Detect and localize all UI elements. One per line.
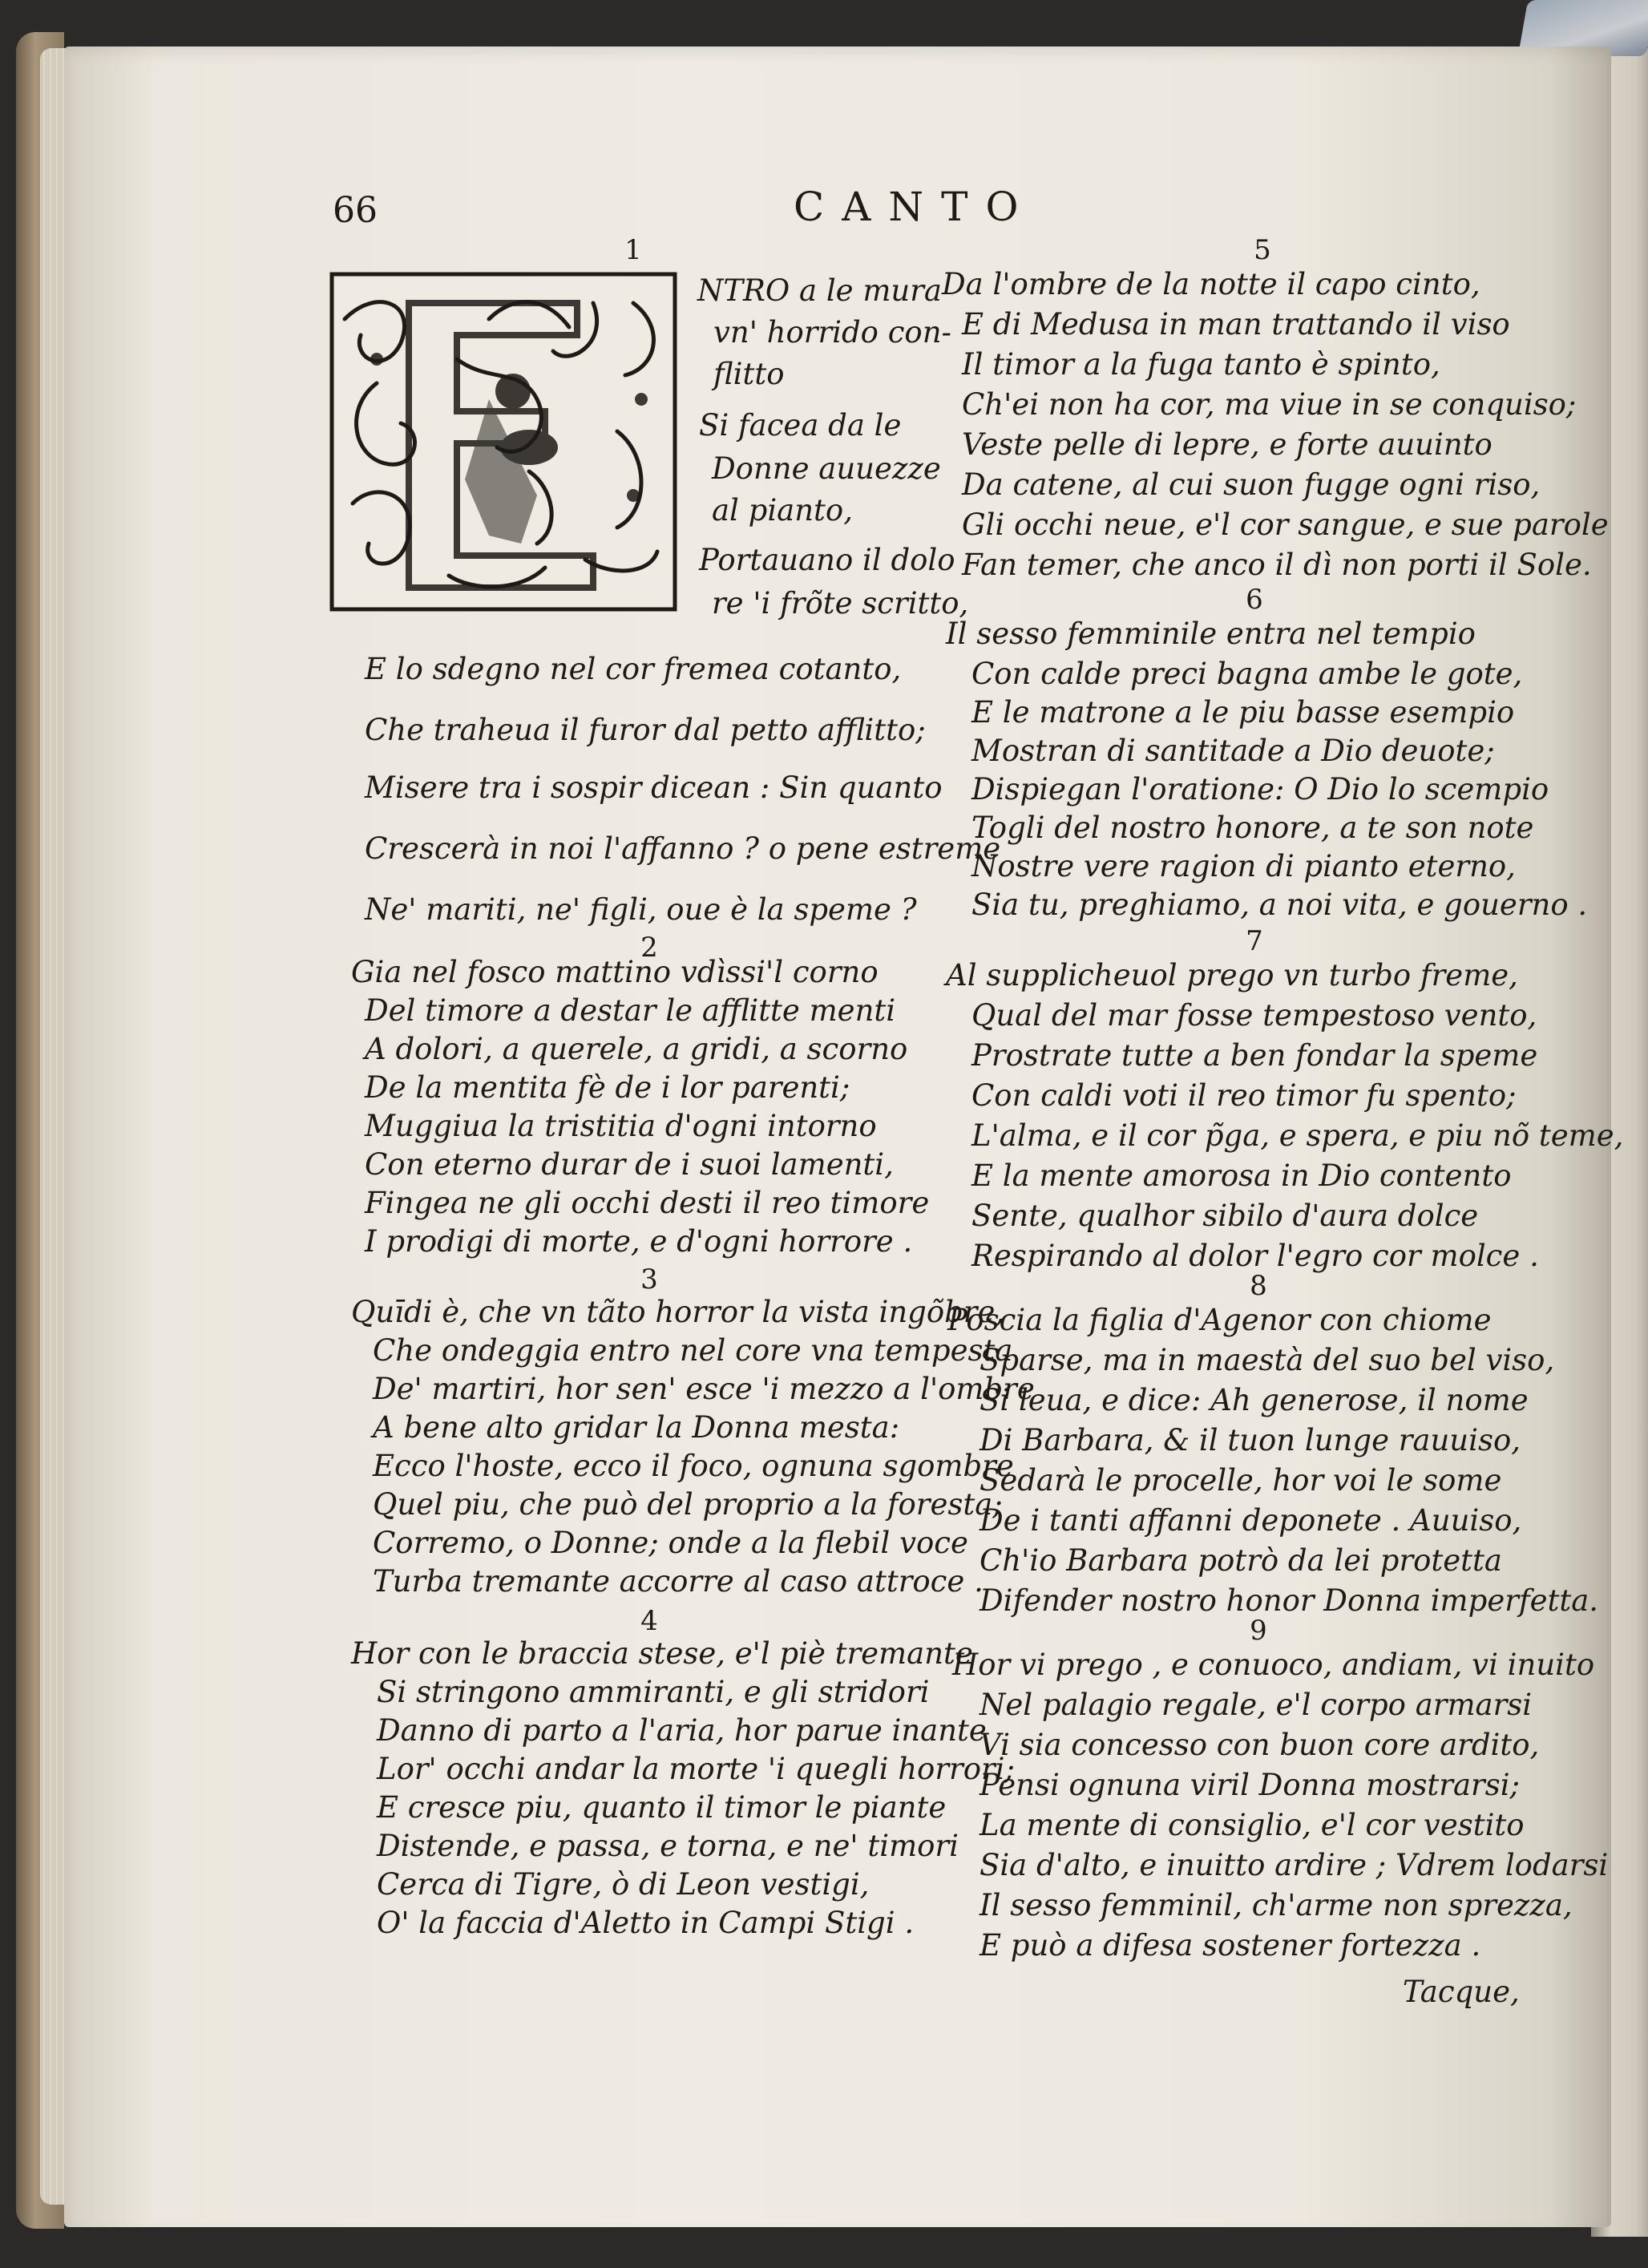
verse-line: Sente, qualhor sibilo d'aura dolce [971, 1199, 1479, 1233]
verse-line: Sedarà le procelle, hor voi le some [980, 1463, 1502, 1498]
verse-line: De' martiri, hor sen' esce 'i mezzo a l'ombre [373, 1372, 1035, 1406]
verse-line: Che ondeggia entro nel core vna tempesta [373, 1333, 1013, 1368]
verse-line: Dispiegan l'oratione: O Dio lo scempio [971, 772, 1549, 807]
verse-line: L'alma, e il cor p̃ga, e spera, e piu nõ teme, [971, 1118, 1624, 1153]
verse-line: Prostrate tutte a ben fondar la speme [971, 1038, 1538, 1073]
verse-line: Cerca di Tigre, ò di Leon vestigi, [377, 1867, 870, 1902]
verse-line: Il sesso femminil, ch'arme non sprezza, [980, 1888, 1573, 1922]
verse-line: Sia tu, preghiamo, a noi vita, e gouerno . [971, 887, 1588, 922]
verse-line: Con calde preci bagna ambe le gote, [971, 657, 1523, 691]
verse-line: Con eterno durar de i suoi lamenti, [365, 1147, 894, 1182]
verse-line: Al supplicheuol prego vn turbo freme, [946, 958, 1518, 993]
verse-line: La mente di consiglio, e'l cor vestito [980, 1808, 1525, 1842]
verse-line: Si facea da le [699, 408, 902, 443]
verse-line: A bene alto gridar la Donna mesta: [373, 1410, 900, 1445]
verse-line: Gli occhi neue, e'l cor sangue, e sue parole [962, 507, 1609, 542]
verse-line: Ecco l'hoste, ecco il foco, ognuna sgombre [373, 1449, 1014, 1483]
verse-line: Ch'io Barbara potrò da lei protetta [980, 1543, 1502, 1578]
verse-line: Lor' occhi andar la morte 'i quegli horrori; [377, 1752, 1015, 1786]
verse-line: Da catene, al cui suon fugge ogni riso, [962, 467, 1541, 502]
verse-line: Togli del nostro honore, a te son note [971, 811, 1534, 845]
page-number: 66 [333, 190, 378, 231]
verse-line: Hor vi prego , e conuoco, andiam, vi inuito [952, 1647, 1595, 1682]
verse-line: Sia d'alto, e inuitto ardire ; Vdrem lodarsi [980, 1848, 1609, 1882]
catchword: Tacque, [1403, 1975, 1520, 2009]
verse-line: Si leua, e dice: Ah generose, il nome [980, 1383, 1529, 1417]
verse-line: Vi sia concesso con buon core ardito, [980, 1728, 1540, 1762]
verse-line: Misere tra i sospir dicean : Sin quanto [365, 770, 943, 805]
stanza-number: 3 [640, 1263, 658, 1296]
stanza-number: 9 [1250, 1615, 1267, 1647]
stanza-number: 5 [1254, 234, 1271, 266]
verse-line: Respirando al dolor l'egro cor molce . [971, 1239, 1539, 1273]
verse-line: Quel piu, che può del proprio a la foresta; [373, 1487, 1003, 1522]
verse-line: Crescerà in noi l'affanno ? o pene estreme [365, 831, 1001, 866]
verse-line: Poscia la figlia d'Agenor con chiome [947, 1303, 1492, 1337]
verse-line: Pensi ognuna viril Donna mostrarsi; [980, 1768, 1521, 1802]
verse-line: A dolori, a querele, a gridi, a scorno [365, 1032, 908, 1066]
stanza-number: 4 [640, 1605, 658, 1637]
verse-line: Fingea ne gli occhi desti il reo timore [365, 1186, 930, 1220]
verse-line: Muggiua la tristitia d'ogni intorno [365, 1109, 877, 1143]
verse-line: al pianto, [712, 493, 853, 528]
verse-line: Nel palagio regale, e'l corpo armarsi [980, 1688, 1533, 1722]
verse-line: De i tanti affanni deponete . Auuiso, [980, 1503, 1522, 1538]
stanza-number: 2 [640, 932, 658, 964]
verse-line: E cresce piu, quanto il timor le piante [377, 1790, 947, 1825]
verse-line: Qual del mar fosse tempestoso vento, [971, 998, 1537, 1033]
verse-line: Mostran di santitade a Dio deuote; [971, 734, 1495, 768]
verse-line: Donne auuezze [712, 451, 941, 486]
verse-line: O' la faccia d'Aletto in Campi Stigi . [377, 1906, 915, 1940]
verse-line: Sparse, ma in maestà del suo bel viso, [980, 1343, 1555, 1377]
verse-line: Ne' mariti, ne' figli, oue è la speme ? [365, 892, 917, 927]
verse-line: De la mentita fè de i lor parenti; [365, 1070, 850, 1105]
verse-line: Difender nostro honor Donna imperfetta. [980, 1583, 1599, 1618]
verse-line: Fan temer, che anco il dì non porti il Sole. [962, 548, 1592, 582]
verse-line: Che traheua il furor dal petto afflitto; [365, 713, 926, 747]
verse-line: I prodigi di morte, e d'ogni horrore . [365, 1224, 913, 1259]
verse-line: E la mente amorosa in Dio contento [971, 1158, 1512, 1193]
verse-line: Danno di parto a l'aria, hor parue inante [377, 1713, 987, 1748]
verse-line: Nostre vere ragion di pianto eterno, [971, 849, 1516, 883]
verse-line: vn' horrido con- [713, 315, 952, 350]
verse-line: Portauano il dolo [699, 543, 955, 577]
verse-line: Veste pelle di lepre, e forte auuinto [962, 427, 1492, 462]
stanza-number: 8 [1250, 1270, 1267, 1302]
verse-line: re 'i frõte scritto, [712, 586, 969, 621]
verse-line: Corremo, o Donne; onde a la flebil voce [373, 1526, 968, 1560]
stanza-number: 1 [624, 234, 642, 266]
verse-line: Con caldi voti il reo timor fu spento; [971, 1078, 1517, 1113]
verse-line: Ch'ei non ha cor, ma viue in se conquiso; [962, 387, 1577, 422]
verse-line: Il sesso femminile entra nel tempio [946, 617, 1476, 651]
verse-line: E le matrone a le piu basse esempio [971, 695, 1515, 730]
stanza-number: 7 [1246, 925, 1263, 957]
verse-line: flitto [713, 357, 785, 391]
stanza-number: 6 [1246, 584, 1263, 616]
verse-line: NTRO a le mura [697, 273, 942, 308]
verse-line: Hor con le braccia stese, e'l piè tremante [351, 1636, 973, 1671]
decorated-initial-e-icon [329, 271, 678, 612]
verse-line: Distende, e passa, e torna, e ne' timori [377, 1829, 959, 1863]
verse-line: Quīdi è, che vn tãto horror la vista ingõbre, [351, 1295, 1005, 1329]
running-head: CANTO [794, 184, 1036, 230]
verse-line: Il timor a la fuga tanto è spinto, [962, 347, 1440, 382]
verse-line: Turba tremante accorre al caso attroce . [373, 1564, 984, 1599]
verse-line: E di Medusa in man trattando il viso [962, 307, 1510, 342]
verse-line: E può a difesa sostener fortezza . [980, 1928, 1481, 1963]
verse-line: E lo sdegno nel cor fremea cotanto, [365, 652, 902, 686]
verse-line: Da l'ombre de la notte il capo cinto, [942, 267, 1480, 301]
verse-line: Gia nel fosco mattino vdìssi'l corno [351, 955, 879, 989]
verse-line: Di Barbara, & il tuon lunge rauuiso, [980, 1423, 1521, 1457]
verse-line: Del timore a destar le afflitte menti [365, 993, 896, 1028]
verse-line: Si stringono ammiranti, e gli stridori [377, 1675, 930, 1709]
